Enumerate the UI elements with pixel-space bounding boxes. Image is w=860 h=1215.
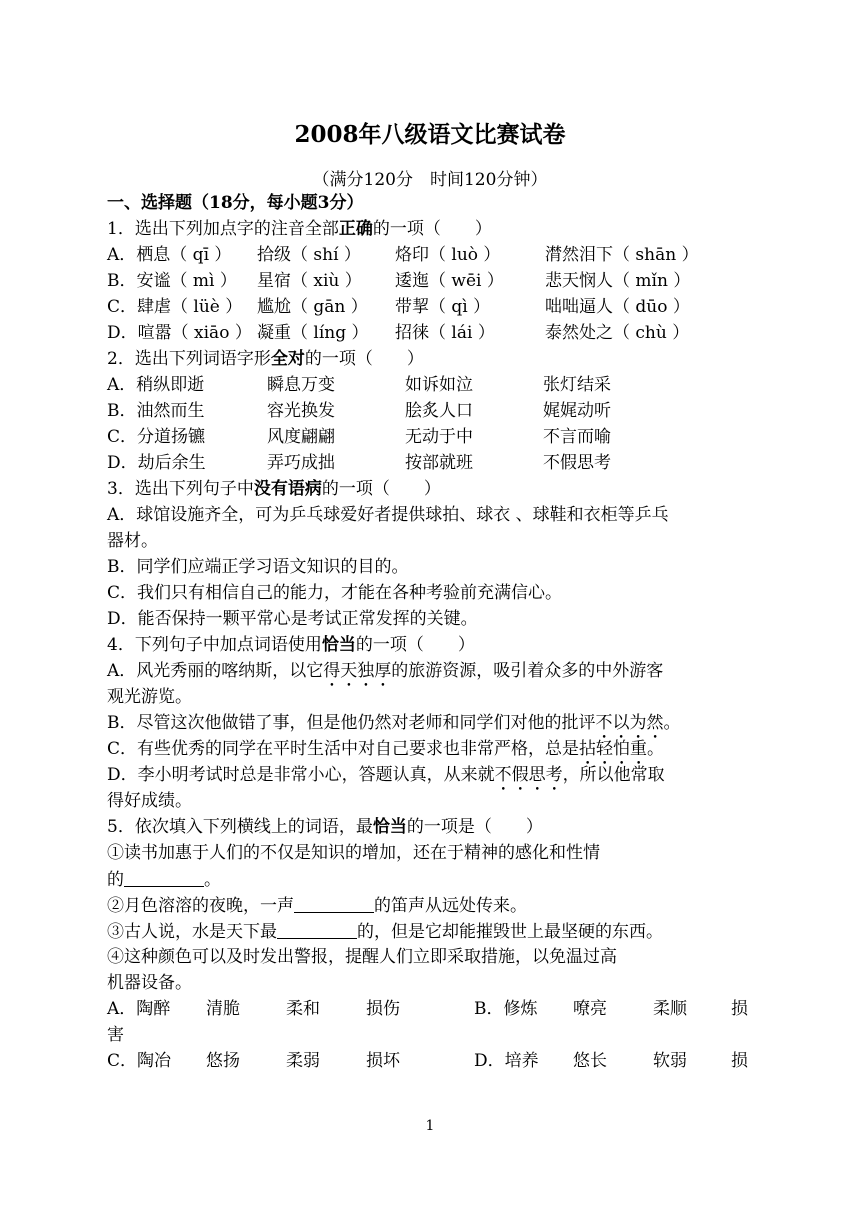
question-1-stem: 1．选出下列加点字的注音全部正确的一项（ ） [107,219,492,239]
section-heading: 一、选择题（18分，每小题3分） [107,193,364,213]
q3-option-b: B．同学们应端正学习语文知识的目的。 [107,557,409,577]
q1-option-d: D．喧嚣（ xiāo ） 凝重（ líng ） 招徕（ lái ） 泰然处之（ chù ） [107,323,690,343]
q5-sentence-4-cont: 机器设备。 [107,973,192,993]
q4-option-a-cont: 观光游览。 [107,687,192,707]
q4-option-d: D．李小明考试时总是非常小心，答题认真，从来就不假思考，所以他常取 [107,765,665,785]
q2-option-c: C．分道扬镳 风度翩翩 无动于中 不言而喻 [107,427,611,447]
q5-options-a-b: A．陶醉 清脆 柔和 损伤 B．修炼 嘹亮 柔顺 损 [107,999,748,1019]
question-4-stem: 4．下列句子中加点词语使用恰当的一项（ ） [107,635,475,655]
question-3-stem: 3．选出下列句子中没有语病的一项（ ） [107,479,441,499]
q4-option-b: B．尽管这次他做错了事，但是他仍然对老师和同学们对他的批评不以为然。 [107,713,681,733]
q5-sentence-2: ②月色溶溶的夜晚，一声 的笛声从远处传来。 [107,896,527,916]
q3-option-c: C．我们只有相信自己的能力，才能在各种考验前充满信心。 [107,583,563,603]
q5-options-c-d: C．陶冶 悠扬 柔弱 损坏 D．培养 悠长 软弱 损 [107,1051,748,1071]
question-5-stem: 5．依次填入下列横线上的词语，最恰当的一项是（ ） [107,817,543,837]
fill-blank-2[interactable] [294,894,374,913]
q3-option-a: A．球馆设施齐全，可为乒乓球爱好者提供球拍、球衣 、球鞋和衣柜等乒乓 [107,505,669,525]
q5-sentence-1-cont: 的 。 [107,870,221,890]
page-subtitle: （满分120分 时间120分钟） [312,170,548,190]
q3-option-d: D．能否保持一颗平常心是考试正常发挥的关键。 [107,609,478,629]
q1-option-c: C．肆虐（ lüè ） 尴尬（ gān ） 带挈（ qì ） 咄咄逼人（ dūo ） [107,297,690,317]
page-number: 1 [425,1118,435,1134]
q4-option-c: C．有些优秀的同学在平时生活中对自己要求也非常严格，总是拈轻怕重。 [107,739,665,759]
q1-option-a: A．栖息（ qī ） 拾级（ shí ） 烙印（ luò ） 潸然泪下（ shān ） [107,245,699,265]
q5-sentence-4: ④这种颜色可以及时发出警报，提醒人们立即采取措施，以免温过高 [107,947,617,967]
q1-option-b: B．安谧（ mì ） 星宿（ xiù ） 逶迤（ wēi ） 悲天悯人（ mǐn ） [107,271,691,291]
q5-sentence-1: ①读书加惠于人们的不仅是知识的增加，还在于精神的感化和性情 [107,843,600,863]
q2-option-a: A．稍纵即逝 瞬息万变 如诉如泣 张灯结采 [107,375,611,395]
q2-option-d: D．劫后余生 弄巧成拙 按部就班 不假思考 [107,453,611,473]
fill-blank-1[interactable] [124,868,204,887]
page-title: 2008年八级语文比赛试卷 [294,121,566,148]
q5-option-b-cont: 害 [107,1025,124,1045]
fill-blank-3[interactable] [277,920,357,939]
q4-option-d-cont: 得好成绩。 [107,791,192,811]
q4-option-a: A．风光秀丽的喀纳斯，以它得天独厚的旅游资源，吸引着众多的中外游客 [107,661,664,681]
q2-option-b: B．油然而生 容光换发 脍炙人口 娓娓动听 [107,401,611,421]
q5-sentence-3: ③古人说，水是天下最 的，但是它却能摧毁世上最坚硬的东西。 [107,922,663,942]
question-2-stem: 2．选出下列词语字形全对的一项（ ） [107,349,424,369]
q3-option-a-cont: 器材。 [107,531,158,551]
